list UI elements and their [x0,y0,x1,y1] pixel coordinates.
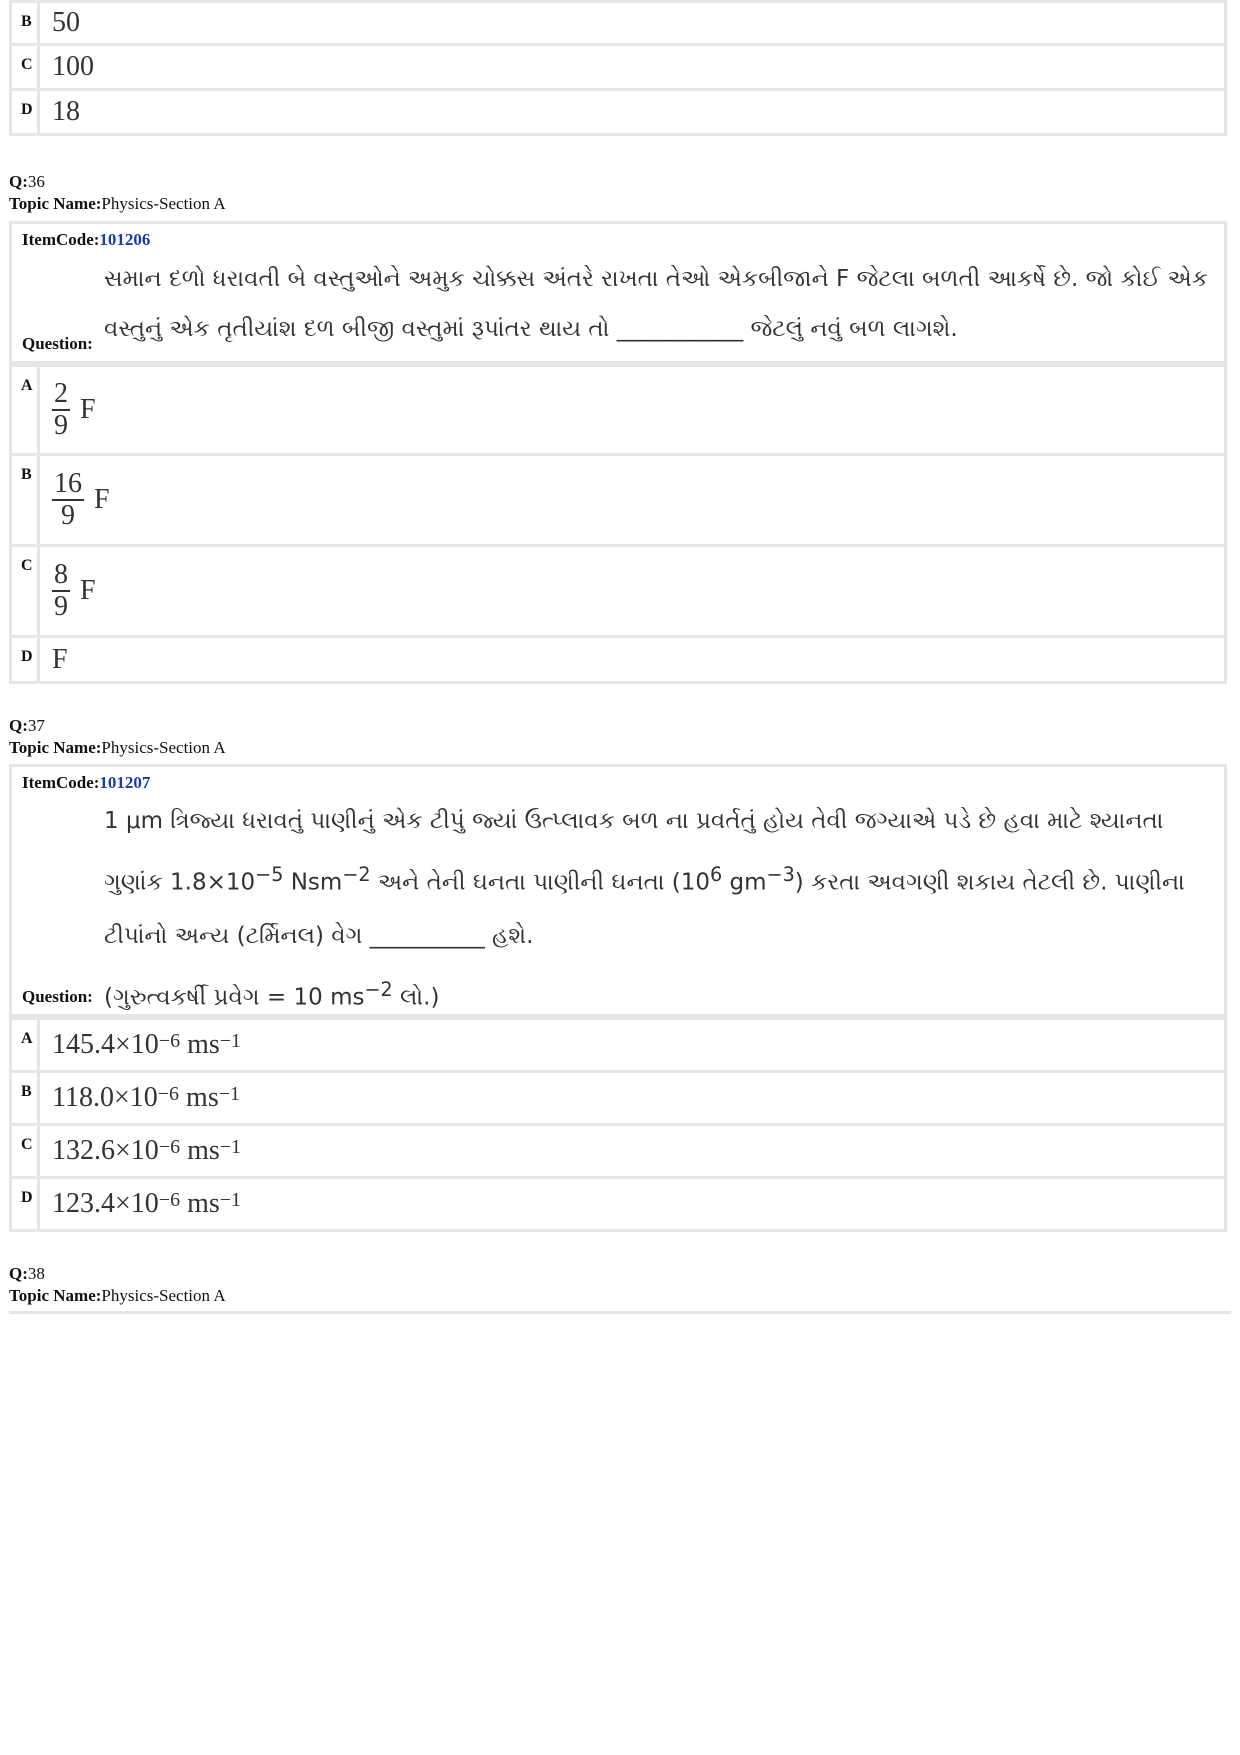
option-value: $\frac{2}{9}$ F [54,378,96,441]
option-letter: B [12,1073,40,1123]
item-code: ItemCode:101207 [22,773,151,792]
option-value: 18 [52,96,80,127]
option-row [12,367,1224,453]
option-value: 123.4 ×10 $^{-6}$ ms $^{-1}$ [52,1188,242,1219]
option-letter: C [12,547,40,635]
question-text: 1 μm ત્રિજ્યા ધરાવતું પાણીનું એક ટીપું જ્યાં ઉત્પ્લાવક બળ ના પ્રવર્તતું હોય તેવી જગ્યાએ પડે છે હવા માટે શ્યાનતા ગુણાંક $1.8\times 10^{-5}$ Nsm$^{-2}$ અને તેની ઘનતા પાણીની ઘનતા ($10^6$ $gm^{-3}$) કરતા અવગણી શકાય તેટલી છે. પાણીના ટીપાંનો અન્ય (ટર્મિનલ) વેગ __________ હશે. (ગુરુત્વકર્ષી પ્રવેગ = 10 $ms^{-2}$ લો.) [104,808,1185,1011]
option-row [12,1073,1224,1123]
q36-options [9,364,1227,684]
option-value: $\frac{8}{9}$ F [54,559,96,622]
option-value: $\frac{16}{9}$ F [54,468,110,531]
item-code: ItemCode:101206 [22,230,151,249]
option-value: 118.0 ×10 $^{-6}$ ms $^{-1}$ [52,1082,241,1113]
option-letter: A [12,1020,40,1070]
option-letter: D [12,1179,40,1229]
option-value: 145.4 ×10 $^{-6}$ ms $^{-1}$ [52,1029,242,1060]
option-letter: C [12,1126,40,1176]
q37-options [9,1017,1227,1232]
option-letter: A [12,367,40,453]
option-letter: D [12,91,40,133]
q36-question-box [9,221,1227,364]
question-text: સમાન દળો ધરાવતી બે વસ્તુઓને અમુક ચોક્કસ અંતરે રાખતા તેઓ એકબીજાને F જેટલા બળતી આકર્ષે છે. જો કોઈ એક વસ્તુનું એક તૃતીયાંશ દળ બીજી વસ્તુમાં રૂપાંતર થાય તો ___________ જેટલું નવું બળ લાગશે. [104,266,1209,342]
question-label: Question: [22,987,93,1006]
question-label: Question: [22,334,93,353]
option-row [12,1179,1224,1229]
q36-header [9,171,226,215]
option-row [12,91,1224,133]
option-letter: B [12,456,40,544]
option-letter: C [12,46,40,88]
question-number: Q:38 [9,1264,45,1283]
divider [9,1311,1231,1314]
topic-name: Topic Name:Physics-Section A [9,1286,226,1305]
topic-name: Topic Name:Physics-Section A [9,194,226,213]
option-row [12,1126,1224,1176]
option-row [12,3,1224,43]
option-row [12,46,1224,88]
q35-options [9,0,1227,136]
option-row [12,456,1224,544]
option-value: F [52,643,68,675]
question-number: Q:37 [9,716,45,735]
question-number: Q:36 [9,172,45,191]
q38-header [9,1263,226,1307]
q37-question-box [9,764,1227,1017]
option-value: 100 [52,51,94,82]
option-value: 50 [52,7,80,38]
topic-name: Topic Name:Physics-Section A [9,738,226,757]
option-row [12,547,1224,635]
q37-header [9,715,226,759]
option-letter: B [12,3,40,43]
option-value: 132.6 ×10 $^{-6}$ ms $^{-1}$ [52,1135,242,1166]
option-row [12,638,1224,681]
option-letter: D [12,638,40,681]
option-row [12,1020,1224,1070]
